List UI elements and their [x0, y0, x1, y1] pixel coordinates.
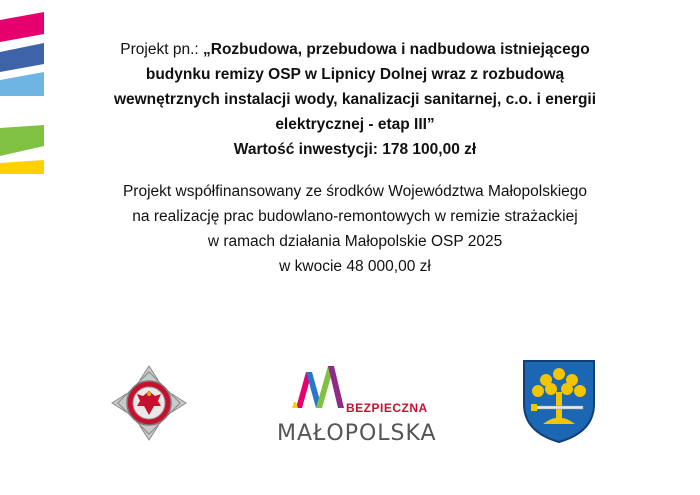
funding-line-2: na realizację prac budowlano-remontowych w remizie strażackiej: [132, 208, 578, 225]
funding-line-3: w ramach działania Małopolskie OSP 2025: [207, 233, 503, 250]
project-title-line-3: wewnętrznych instalacji wody, kanalizacji sanitarnej, c.o. i energii: [113, 91, 597, 108]
investment-value: Wartość inwestycji: 178 100,00 zł: [233, 141, 477, 158]
project-title: [62, 37, 648, 162]
stripe-blue-dark: [0, 43, 44, 72]
project-title-line-1: „Rozbudowa, przebudowa i nadbudowa istniejącego: [203, 41, 590, 58]
logo-wordmark: MAŁOPOLSKA: [277, 421, 437, 444]
funding-line-4: w kwocie 48 000,00 zł: [279, 258, 431, 275]
stripe-green: [0, 125, 44, 156]
logo-m-purple: [328, 366, 344, 408]
bezpieczna-malopolska-logo: [272, 364, 442, 444]
funding-info: [62, 179, 648, 279]
decorative-stripes: [0, 0, 50, 185]
osp-badge-logo: [110, 364, 188, 442]
project-title-line-2: budynku remizy OSP w Lipnicy Dolnej wraz z rozbudową: [145, 66, 565, 83]
project-title-line-4: elektrycznej - etap III”: [275, 116, 435, 133]
stripe-blue-light: [0, 72, 44, 96]
announcement-text: [62, 37, 648, 279]
coat-of-arms-logo: [521, 358, 597, 444]
stripe-yellow: [0, 160, 44, 174]
stripe-pink: [0, 12, 44, 42]
funding-line-1: Projekt współfinansowany ze środków Województwa Małopolskiego: [122, 183, 588, 200]
project-prefix: Projekt pn.:: [120, 41, 204, 58]
logo-tagline: BEZPIECZNA: [346, 401, 428, 415]
